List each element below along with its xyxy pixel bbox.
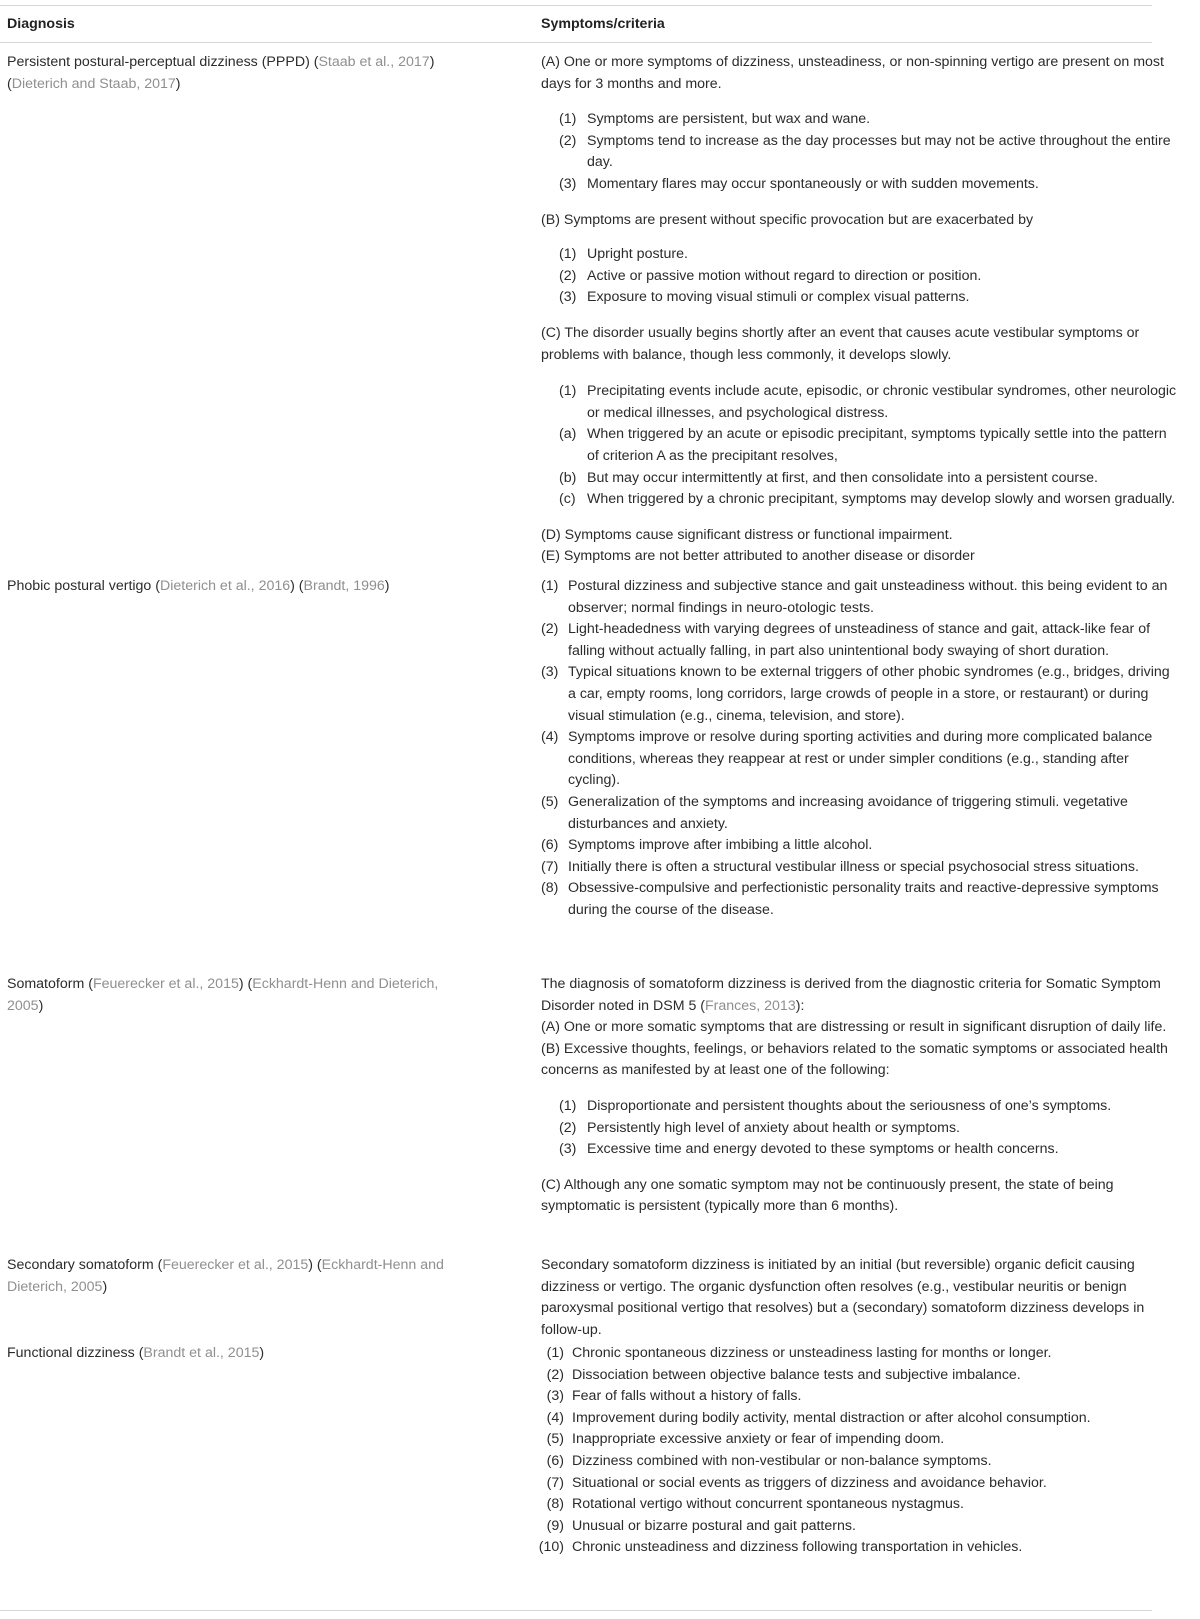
item-number: (2) [541, 621, 559, 638]
list-item [541, 131, 1181, 174]
table-bottom-rule [0, 1610, 1152, 1611]
item-text: Symptoms are persistent, but wax and wane. [587, 111, 871, 128]
item-text: When triggered by an acute or episodic precipitant, symptoms typically settle into the pattern of criterion A as the precipitant resolves, [587, 426, 1167, 464]
criteria-somatoform [541, 974, 1181, 1218]
item-text: Dissociation between objective balance tests and subjective imbalance. [572, 1366, 1021, 1383]
citation-link[interactable]: Feuerecker et al., 2015 [92, 976, 239, 992]
list-item [541, 1139, 1181, 1161]
list-item [541, 1516, 1191, 1538]
item-text: Light-headedness with varying degrees of unsteadiness of stance and gait, attack-like fear of falling without actually falling, in part also unintentional body swaying of short duration. [568, 621, 1151, 659]
ppv-criteria-list [541, 576, 1181, 922]
list-item [538, 1537, 1191, 1559]
list-item [541, 381, 1181, 424]
criteria-secondary-somatoform [541, 1255, 1181, 1341]
item-text: Situational or social events as triggers of dizziness and avoidance behavior. [572, 1474, 1047, 1491]
citation-link[interactable]: Feuerecker et al., 2015 [162, 1257, 309, 1273]
item-number: (1) [546, 1345, 564, 1361]
item-text: Excessive time and energy devoted to these symptoms or health concerns. [587, 1141, 1059, 1158]
criterion-a-list [541, 109, 1181, 195]
diagnosis-secondary-somatoform: Secondary somatoform (Feuerecker et al., 2015) (Eckhardt-Henn and Dieterich, 2005) [7, 1257, 444, 1295]
list-item [541, 792, 1181, 835]
header-rule [0, 42, 1152, 43]
item-text: Momentary flares may occur spontaneously or with sudden movements. [587, 175, 1039, 192]
item-number: (2) [559, 267, 577, 284]
item-number: (8) [546, 1496, 564, 1513]
criteria-phobic-postural-vertigo [541, 576, 1181, 922]
diagnosis-name: Secondary somatoform [7, 1257, 154, 1273]
item-number: (4) [546, 1409, 564, 1426]
table-top-rule [0, 5, 1152, 6]
citation-link[interactable]: Brandt et al., 2015 [143, 1345, 260, 1361]
list-item [541, 244, 1181, 266]
item-text: Chronic unsteadiness and dizziness following transportation in vehicles. [572, 1539, 1023, 1556]
citation-link[interactable]: Eckhardt-Henn and Dieterich, 2005 [7, 1257, 444, 1295]
item-text: Initially there is often a structural vestibular illness or special psychosocial stress situations. [568, 858, 1139, 875]
item-text: Obsessive-compulsive and perfectionistic personality traits and reactive-depressive symptoms during the course of the disease. [568, 880, 1159, 918]
list-item [541, 1408, 1191, 1430]
diagnosis-phobic-postural-vertigo: Phobic postural vertigo (Dieterich et al., 2016) (Brandt, 1996) [7, 578, 390, 594]
citation-link[interactable]: Frances, 2013 [705, 997, 796, 1014]
item-text: Chronic spontaneous dizziness or unsteadiness lasting for months or longer. [572, 1345, 1052, 1361]
list-item [541, 857, 1181, 879]
list-item [541, 619, 1181, 662]
item-text: Rotational vertigo without concurrent spontaneous nystagmus. [572, 1496, 964, 1513]
criterion-b: (B) Excessive thoughts, feelings, or behaviors related to the somatic symptoms or associated health concerns as manifested by at least one of the following: [541, 1040, 1168, 1079]
item-text: Improvement during bodily activity, mental distraction or after alcohol consumption. [572, 1409, 1091, 1426]
criterion-e: (E) Symptoms are not better attributed to another disease or disorder [541, 548, 975, 565]
item-text: Active or passive motion without regard to direction or position. [587, 267, 982, 284]
item-number: (c) [559, 491, 576, 508]
item-number: (5) [546, 1431, 564, 1448]
item-number: (5) [541, 793, 559, 810]
list-item [541, 489, 1181, 511]
list-item [541, 287, 1181, 309]
list-item [541, 1343, 1191, 1365]
citation-link[interactable]: Staab et al., 2017 [318, 54, 430, 70]
item-number: (7) [546, 1474, 564, 1491]
list-item [541, 835, 1181, 857]
list-item [541, 662, 1181, 727]
criterion-c: (C) Although any one somatic symptom may not be continuously present, the state of being symptomatic is persistent (typically more than 6 months). [541, 1176, 1114, 1215]
item-number: (10) [538, 1539, 564, 1556]
item-number: (2) [559, 1119, 577, 1136]
list-item [541, 468, 1181, 490]
item-number: (8) [541, 880, 559, 897]
item-text: Unusual or bizarre postural and gait patterns. [572, 1517, 856, 1534]
list-item [541, 1473, 1191, 1495]
secondary-somatoform-text: Secondary somatoform dizziness is initiated by an initial (but reversible) organic deficit causing dizziness or vertigo. The organic dysfunction often resolves (e.g., vestibular neuritis or benign paroxysmal positional vertigo that resolves) but a (secondary) somatoform dizziness develops in follow-up. [541, 1257, 1145, 1338]
citation-link[interactable]: Dieterich et al., 2016 [160, 578, 291, 594]
list-item [541, 424, 1181, 467]
criterion-b-list [541, 244, 1181, 309]
diagnosis-name: Functional dizziness [7, 1345, 135, 1361]
item-number: (7) [541, 858, 559, 875]
item-number: (3) [559, 175, 577, 192]
item-number: (6) [541, 837, 559, 854]
list-item [541, 266, 1181, 288]
header-symptoms: Symptoms/criteria [541, 16, 665, 32]
criterion-b: (B) Symptoms are present without specific provocation but are exacerbated by [541, 211, 1034, 228]
list-item [541, 1494, 1191, 1516]
list-item [541, 1365, 1191, 1387]
item-number: (3) [546, 1388, 564, 1405]
item-text: Typical situations known to be external triggers of other phobic syndromes (e.g., bridges, driving a car, empty rooms, long corridors, large crowds of people in a store, or restaurant) or during visual stimulation (e.g., cinema, television, and store). [568, 664, 1170, 724]
somatoform-intro: The diagnosis of somatoform dizziness is derived from the diagnostic criteria for Somatic Symptom Disorder noted in DSM 5 (Frances, 2013): [541, 976, 1161, 1014]
item-number: (2) [546, 1366, 564, 1383]
diagnosis-somatoform: Somatoform (Feuerecker et al., 2015) (Eckhardt-Henn and Dieterich, 2005) [7, 976, 439, 1014]
list-item [541, 1118, 1181, 1140]
item-number: (4) [541, 729, 559, 746]
item-number: (1) [541, 578, 559, 594]
list-item [541, 109, 1181, 131]
list-item [541, 1429, 1191, 1451]
diagnosis-pppd: Persistent postural-perceptual dizziness (PPPD) (Staab et al., 2017) (Dieterich and Staab, 2017) [7, 54, 435, 92]
item-number: (a) [559, 426, 577, 443]
item-text: Disproportionate and persistent thoughts about the seriousness of one’s symptoms. [587, 1097, 1112, 1114]
item-text: Inappropriate excessive anxiety or fear of impending doom. [572, 1431, 945, 1448]
item-number: (b) [559, 469, 577, 486]
diagnosis-name: Phobic postural vertigo [7, 578, 152, 594]
item-text: Exposure to moving visual stimuli or complex visual patterns. [587, 289, 970, 306]
criterion-c-list [541, 381, 1181, 511]
list-item [541, 1386, 1191, 1408]
item-number: (1) [559, 383, 577, 400]
criteria-functional-dizziness [538, 1343, 1191, 1559]
diagnosis-name: Somatoform [7, 976, 85, 992]
list-item [541, 576, 1181, 619]
item-text: Generalization of the symptoms and increasing avoidance of triggering stimuli. vegetative disturbances and anxiety. [568, 793, 1128, 832]
item-text: Upright posture. [587, 246, 688, 263]
item-text: Precipitating events include acute, episodic, or chronic vestibular syndromes, other neurologic or medical illnesses, and psychological distress. [587, 383, 1177, 421]
item-number: (3) [559, 1141, 577, 1158]
list-item [541, 1451, 1191, 1473]
item-text: Fear of falls without a history of falls. [572, 1388, 802, 1405]
diagnosis-name: Persistent postural-perceptual dizziness (PPPD) [7, 54, 310, 70]
item-text: Symptoms improve after imbibing a little alcohol. [568, 837, 873, 854]
item-number: (6) [546, 1452, 564, 1469]
item-text: But may occur intermittently at first, and then consolidate into a persistent course. [587, 469, 1098, 486]
criterion-a: (A) One or more somatic symptoms that are distressing or result in significant disruption of daily life. [541, 1019, 1167, 1036]
criterion-b-list [541, 1096, 1181, 1161]
header-diagnosis: Diagnosis [7, 16, 75, 32]
list-item [541, 727, 1181, 792]
criterion-d: (D) Symptoms cause significant distress or functional impairment. [541, 526, 953, 543]
item-number: (9) [546, 1517, 564, 1534]
functional-criteria-list [538, 1343, 1191, 1559]
criterion-c: (C) The disorder usually begins shortly after an event that causes acute vestibular symptoms or problems with balance, though less commonly, it develops slowly. [541, 324, 1140, 363]
item-number: (2) [559, 132, 577, 149]
item-text: Postural dizziness and subjective stance and gait unsteadiness without. this being evident to an observer; normal findings in neuro-otologic tests. [568, 578, 1168, 616]
item-text: Symptoms improve or resolve during sporting activities and during more complicated balance conditions, whereas they reappear at rest or under simpler conditions (e.g., standing after cycling). [568, 729, 1153, 789]
item-text: Symptoms tend to increase as the day processes but may not be active throughout the entire day. [587, 132, 1171, 171]
list-item [541, 878, 1181, 921]
criterion-a: (A) One or more symptoms of dizziness, unsteadiness, or non-spinning vertigo are present on most days for 3 months and more. [541, 54, 1164, 92]
list-item [541, 174, 1181, 196]
criteria-pppd [541, 52, 1181, 568]
item-number: (1) [559, 111, 577, 128]
citation-link[interactable]: Dieterich and Staab, 2017 [11, 75, 176, 92]
item-number: (1) [559, 246, 577, 263]
item-number: (3) [559, 289, 577, 306]
item-text: Dizziness combined with non-vestibular or non-balance symptoms. [572, 1452, 992, 1469]
item-number: (3) [541, 664, 559, 681]
diagnosis-functional-dizziness: Functional dizziness (Brandt et al., 2015) [7, 1345, 265, 1361]
item-text: Persistently high level of anxiety about health or symptoms. [587, 1119, 961, 1136]
citation-link[interactable]: Eckhardt-Henn and Dieterich, 2005 [7, 976, 439, 1014]
citation-link[interactable]: Brandt, 1996 [303, 578, 385, 594]
item-text: When triggered by a chronic precipitant, symptoms may develop slowly and worsen gradually. [587, 491, 1176, 508]
item-number: (1) [559, 1097, 577, 1114]
list-item [541, 1096, 1181, 1118]
